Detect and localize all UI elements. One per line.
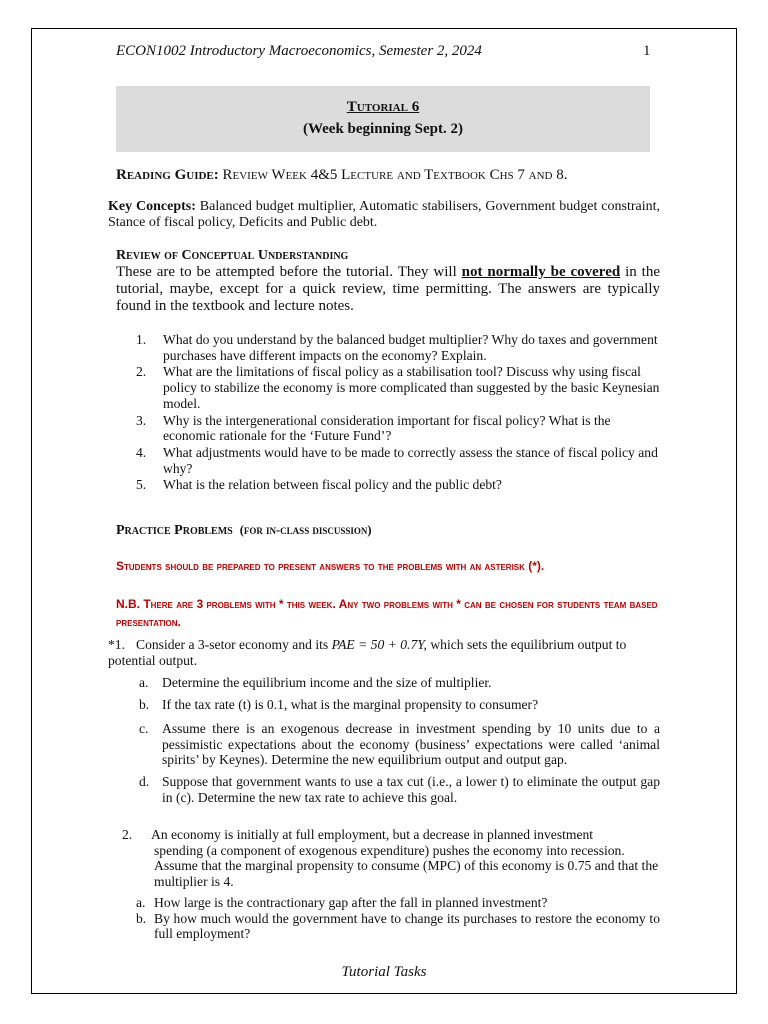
part-letter: d. bbox=[139, 774, 150, 789]
question-text: What do you understand by the balanced budget multiplier? Why do taxes and government purchases have different impacts on the economy? Explain. bbox=[163, 332, 658, 363]
problem-text: An economy is initially at full employment, but a decrease in planned investment bbox=[151, 827, 594, 842]
question-text: What are the limitations of fiscal policy as a stabilisation tool? Discuss why using fiscal policy to stabilize the economy is more complicated than suggested by the basic Keynesian model. bbox=[163, 364, 660, 411]
title-box bbox=[116, 86, 650, 152]
review-question bbox=[136, 364, 660, 411]
problem-number: *1. bbox=[108, 637, 125, 652]
problem-1-part bbox=[139, 675, 660, 691]
question-number: 3. bbox=[136, 412, 147, 428]
problem-text-end: which sets the equilibrium output to potential output. bbox=[108, 637, 627, 668]
question-text: Why is the intergenerational consideration important for fiscal policy? What is the economic rationale for the ‘Future Fund’? bbox=[163, 412, 611, 444]
problem-1-part bbox=[139, 721, 660, 768]
reading-guide-text: Review Week 4&5 Lecture and Textbook Chs 7 and 8. bbox=[222, 167, 568, 183]
review-intro-emphasis: not normally be covered bbox=[461, 264, 621, 280]
key-concepts-text: Balanced budget multiplier, Automatic stabilisers, Government budget constraint, Stance of fiscal policy, Deficits and Public debt. bbox=[108, 199, 661, 230]
part-text: How large is the contractionary gap after the fall in planned investment? bbox=[154, 895, 548, 910]
problem-2 bbox=[122, 827, 660, 889]
practice-heading-text: Practice Problems bbox=[116, 523, 233, 538]
problem-1-part bbox=[139, 697, 660, 713]
part-text: If the tax rate (t) is 0.1, what is the marginal propensity to consumer? bbox=[162, 697, 539, 712]
part-text: By how much would the government have to change its purchases to restore the economy to full employment? bbox=[154, 910, 660, 941]
review-intro-text: These are to be attempted before the tutorial. They will bbox=[116, 264, 462, 280]
question-number: 2. bbox=[136, 364, 147, 380]
asterisk-notice: N.B. There are 3 problems with * this week. Any two problems with * can be chosen for students team based presentation. bbox=[116, 597, 658, 629]
problem-2-parts bbox=[136, 895, 660, 942]
review-question-list bbox=[136, 332, 660, 494]
question-number: 1. bbox=[136, 332, 147, 347]
review-heading: Review of Conceptual Understanding bbox=[116, 248, 349, 263]
part-text: Suppose that government wants to use a tax cut (i.e., a lower t) to eliminate the output gap in (c). Determine the new tax rate to achieve this goal. bbox=[162, 774, 660, 805]
part-letter: c. bbox=[139, 721, 149, 736]
key-concepts bbox=[108, 199, 660, 231]
tutorial-title: Tutorial 6 bbox=[346, 99, 420, 115]
tutorial-week: (Week beginning Sept. 2) bbox=[302, 121, 464, 137]
page-number: 1 bbox=[643, 43, 651, 59]
part-letter: a. bbox=[136, 895, 146, 910]
problem-text: Consider a 3-setor economy and its bbox=[136, 637, 332, 652]
review-question bbox=[136, 332, 660, 363]
page-footer: Tutorial Tasks bbox=[341, 964, 427, 980]
part-letter: b. bbox=[136, 910, 147, 926]
question-number: 4. bbox=[136, 444, 147, 460]
part-text: Determine the equilibrium income and the size of multiplier. bbox=[162, 675, 492, 690]
presentation-notice: Students should be prepared to present answers to the problems with an asterisk (*). bbox=[116, 559, 545, 573]
course-header: ECON1002 Introductory Macroeconomics, Semester 2, 2024 bbox=[116, 43, 482, 59]
review-question bbox=[136, 445, 660, 476]
problem-1 bbox=[108, 637, 660, 669]
pae-equation: PAE = 50 + 0.7Y, bbox=[331, 637, 427, 652]
key-concepts-label: Key Concepts: bbox=[108, 199, 196, 214]
practice-heading bbox=[116, 523, 372, 539]
question-number: 5. bbox=[136, 477, 147, 493]
review-question bbox=[136, 477, 660, 493]
review-question bbox=[136, 413, 660, 444]
problem-text-cont: spending (a component of exogenous expenditure) pushes the economy into recession. Assume that the marginal propensity to consume (MPC) of this economy is 0.75 and that the multiplier is 4. bbox=[154, 842, 659, 889]
review-intro bbox=[116, 264, 660, 315]
part-letter: b. bbox=[139, 697, 150, 712]
review-intro-text-end: in the tutorial, maybe, except for a quick review, time permitting. The answers are typically found in the textbook and lecture notes. bbox=[116, 264, 660, 314]
reading-guide bbox=[116, 167, 568, 184]
part-text: Assume there is an exogenous decrease in investment spending by 10 units due to a pessimistic expectations about the economy (business’ expectations were called ‘animal spirits’ by Keynes). Determine the new equilibrium output and output gap. bbox=[162, 721, 660, 767]
problem-number: 2. bbox=[122, 827, 133, 842]
question-text: What adjustments would have to be made to correctly assess the stance of fiscal policy and why? bbox=[163, 444, 658, 476]
problem-1-part bbox=[139, 774, 660, 805]
practice-heading-sub: (for in-class discussion) bbox=[239, 523, 372, 537]
part-letter: a. bbox=[139, 675, 149, 690]
reading-guide-label: Reading Guide: bbox=[116, 167, 219, 183]
question-text: What is the relation between fiscal policy and the public debt? bbox=[163, 477, 502, 493]
